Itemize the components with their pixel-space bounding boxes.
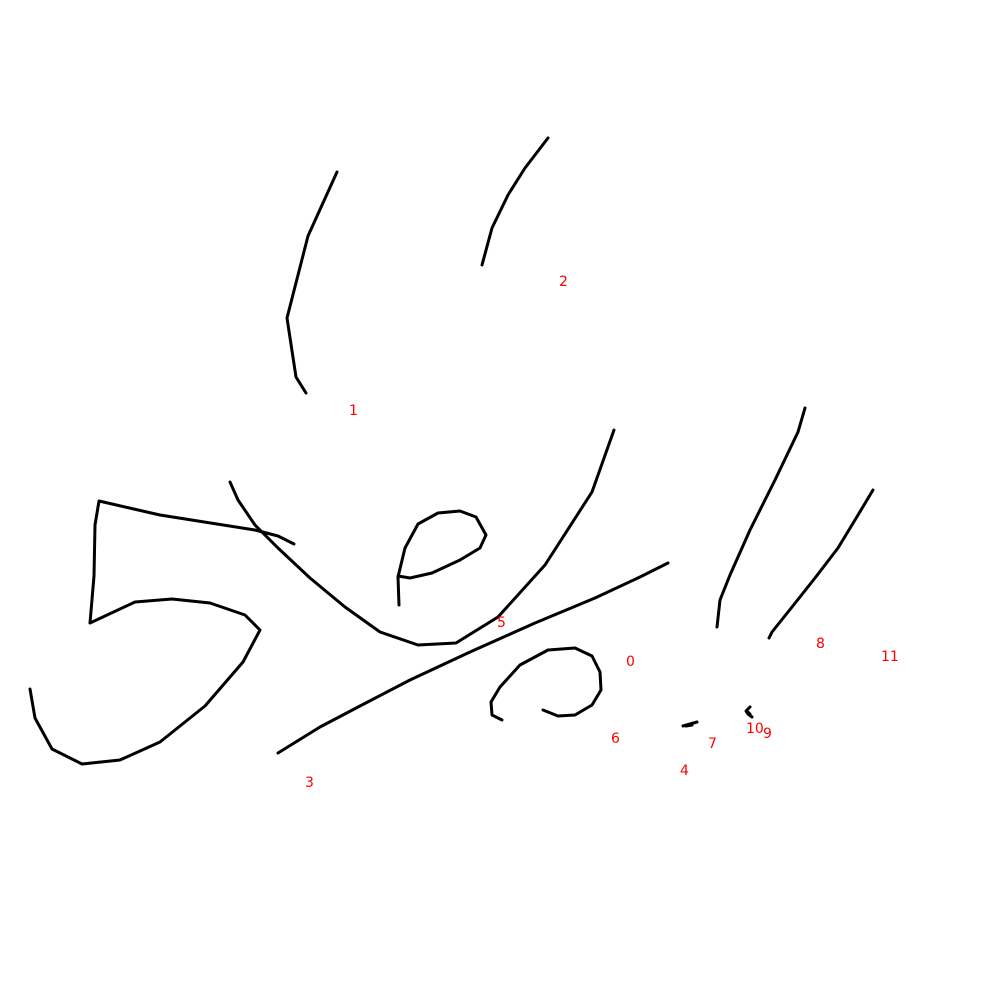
stroke-10-path[interactable]: [748, 712, 750, 714]
label-5: 5: [497, 615, 506, 631]
label-8: 8: [816, 636, 825, 652]
label-10: 10: [746, 721, 764, 737]
label-3: 3: [305, 775, 314, 791]
label-6: 6: [611, 731, 620, 747]
label-4: 4: [680, 763, 689, 779]
label-7: 7: [708, 736, 717, 752]
stroke-7-path[interactable]: [686, 725, 692, 726]
label-1: 1: [349, 403, 358, 419]
label-11: 11: [881, 649, 899, 665]
label-9: 9: [763, 726, 772, 742]
label-0: 0: [626, 654, 635, 670]
label-2: 2: [559, 274, 568, 290]
